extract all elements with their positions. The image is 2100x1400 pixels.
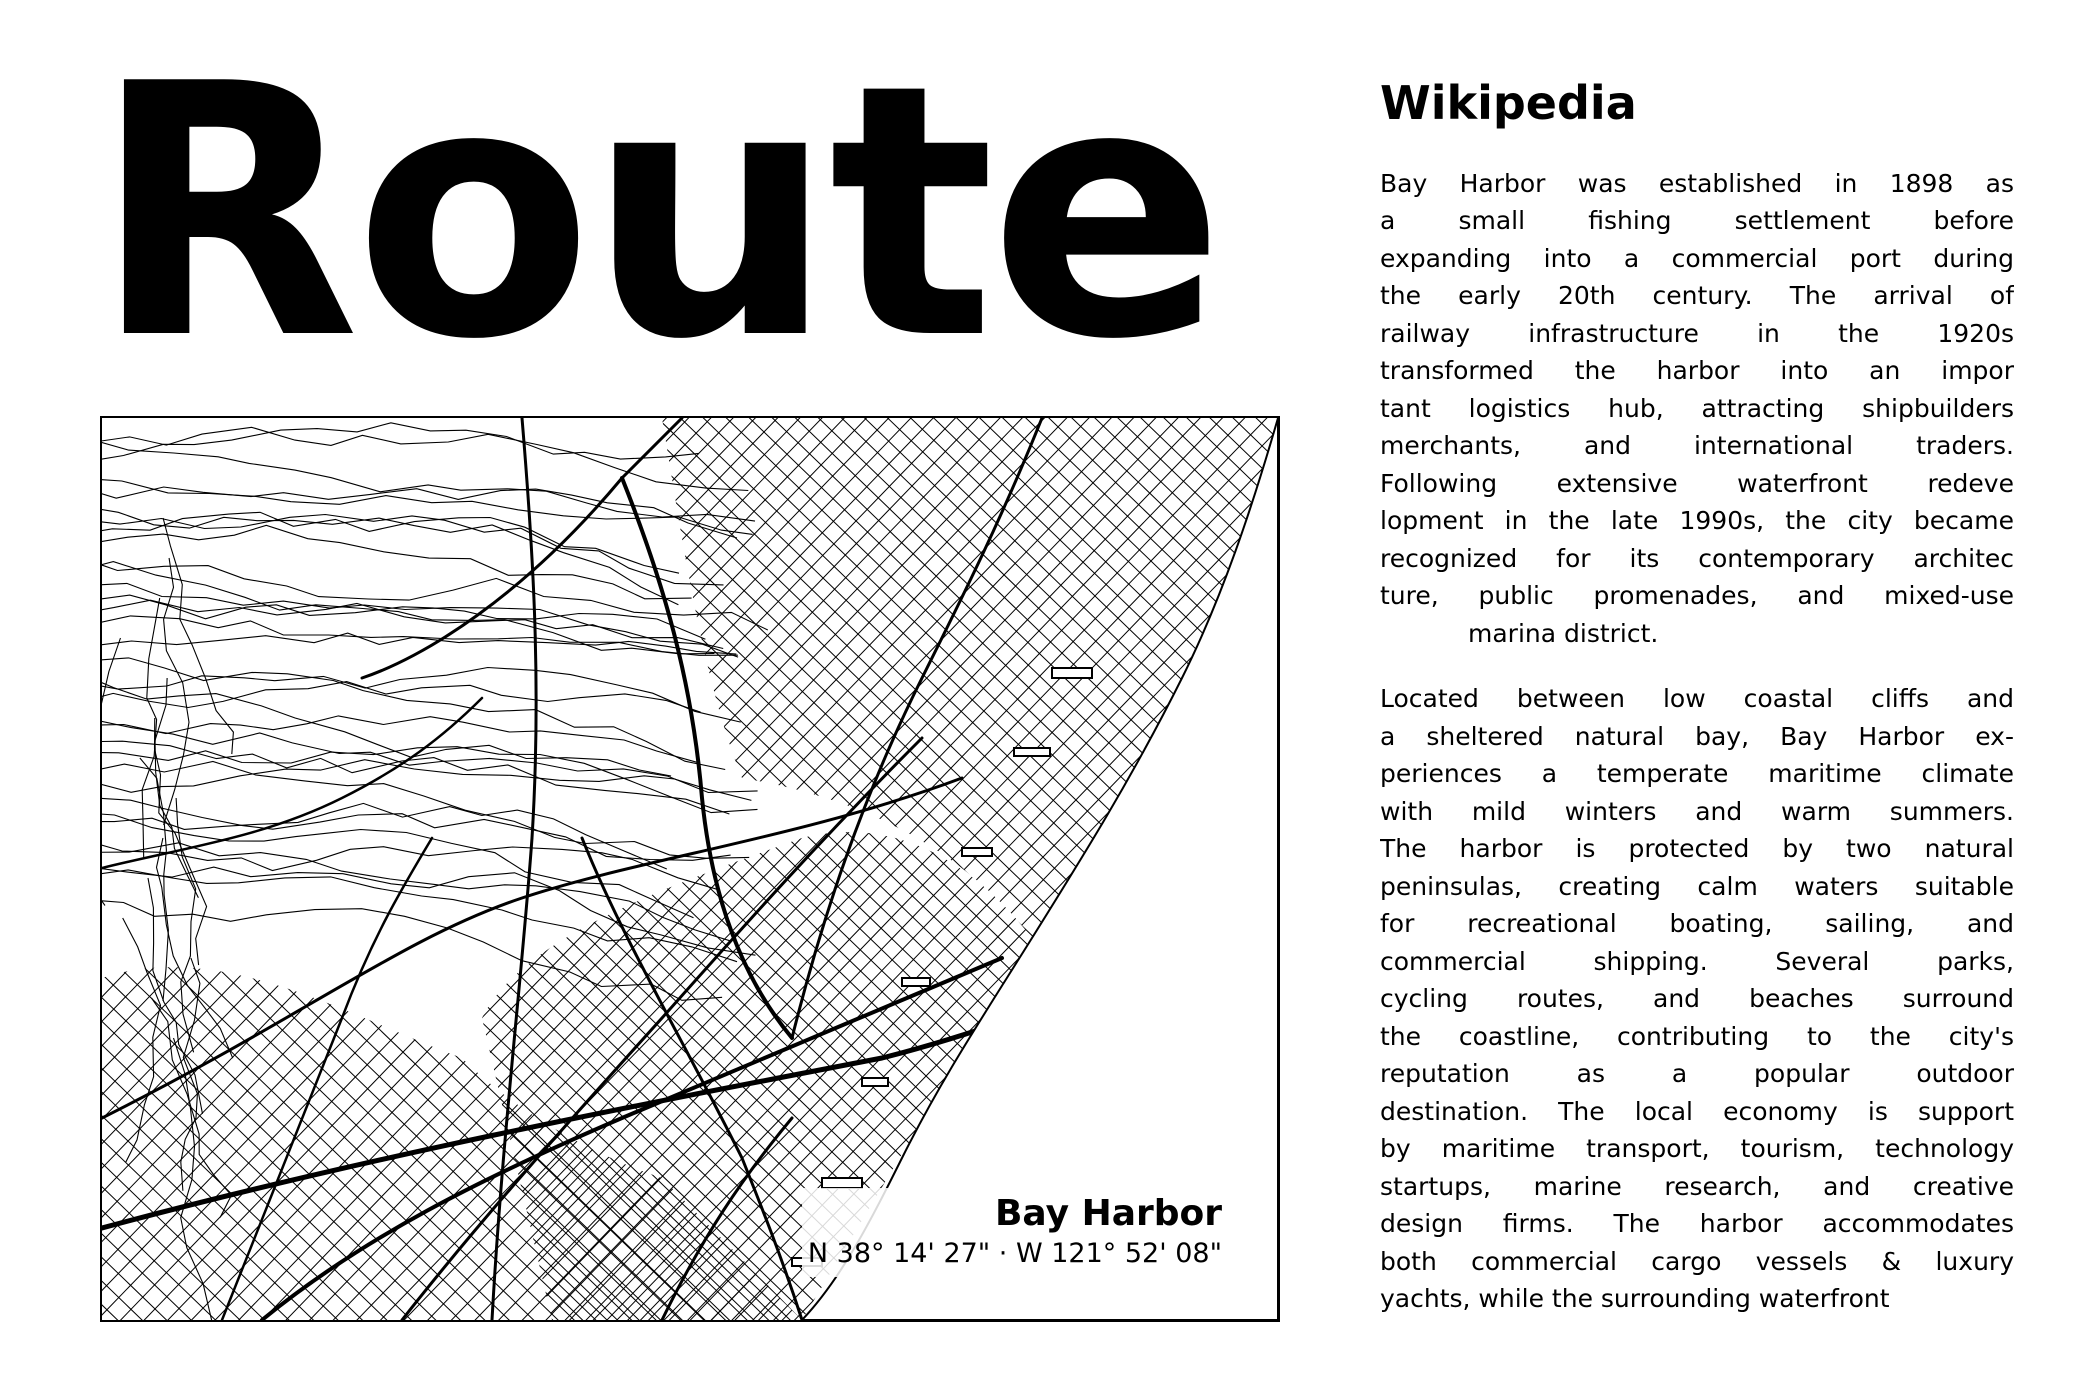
article-line: railway infrastructure in the 1920s [1380,318,2014,348]
article-column [1380,78,2014,1318]
article-line: for recreational boating, sailing, and [1380,909,2014,939]
article-line: a small fishing settlement before [1380,206,2014,236]
article-line: merchants, and international traders. [1380,431,2014,461]
article-line: Bay Harbor was established in 1898 as [1380,168,2014,198]
article-line: yachts, while the surrounding waterfront [1380,1284,1890,1314]
article-line: the early 20th century. The arrival of [1380,281,2014,311]
map-city-name: Bay Harbor [994,1193,1222,1234]
article-line: cycling routes, and beaches surround [1380,984,2014,1014]
street-map-graphic [102,418,1278,1320]
article-line: destination. The local economy is support [1380,1096,2014,1126]
article-line: commercial shipping. Several parks, [1380,946,2014,976]
article-paragraph [1380,680,2014,1318]
article-line: both commercial cargo vessels & luxury [1380,1246,2014,1276]
article-line: Following extensive waterfront redeve [1380,468,2014,498]
article-heading: Wikipedia [1380,76,1637,130]
article-paragraph [1380,165,2014,653]
poster-title: Route [92,11,1220,416]
city-map [100,416,1280,1322]
article-line: periences a temperate maritime climate [1380,759,2014,789]
article-line: the coastline, contributing to the city's [1380,1021,2014,1051]
article-line: recognized for its contemporary architec [1380,543,2014,573]
article-line: a sheltered natural bay, Bay Harbor ex- [1380,721,2014,751]
article-line: reputation as a popular outdoor [1380,1059,2014,1089]
article-line: peninsulas, creating calm waters suitable [1380,871,2014,901]
article-line: ture, public promenades, and mixed-use [1380,581,2014,611]
article-line: lopment in the late 1990s, the city became [1380,506,2014,536]
sea-area [802,418,1278,1320]
map-coordinates: N 38° 14' 27" · W 121° 52' 08" [807,1238,1222,1270]
article-line: with mild winters and warm summers. [1380,796,2014,826]
article-line: marina district. [1468,618,1659,648]
map-location-label [802,1188,1228,1277]
article-line: expanding into a commercial port during [1380,243,2014,273]
article-line: Located between low coastal cliffs and [1380,684,2014,714]
article-line: tant logistics hub, attracting shipbuilders [1380,393,2014,423]
article-line: startups, marine research, and creative [1380,1171,2014,1201]
article-line: by maritime transport, tourism, technology [1380,1134,2014,1164]
article-line: The harbor is protected by two natural [1380,834,2014,864]
article-line: design firms. The harbor accommodates [1380,1209,2014,1239]
article-line: transformed the harbor into an impor [1380,356,2014,386]
